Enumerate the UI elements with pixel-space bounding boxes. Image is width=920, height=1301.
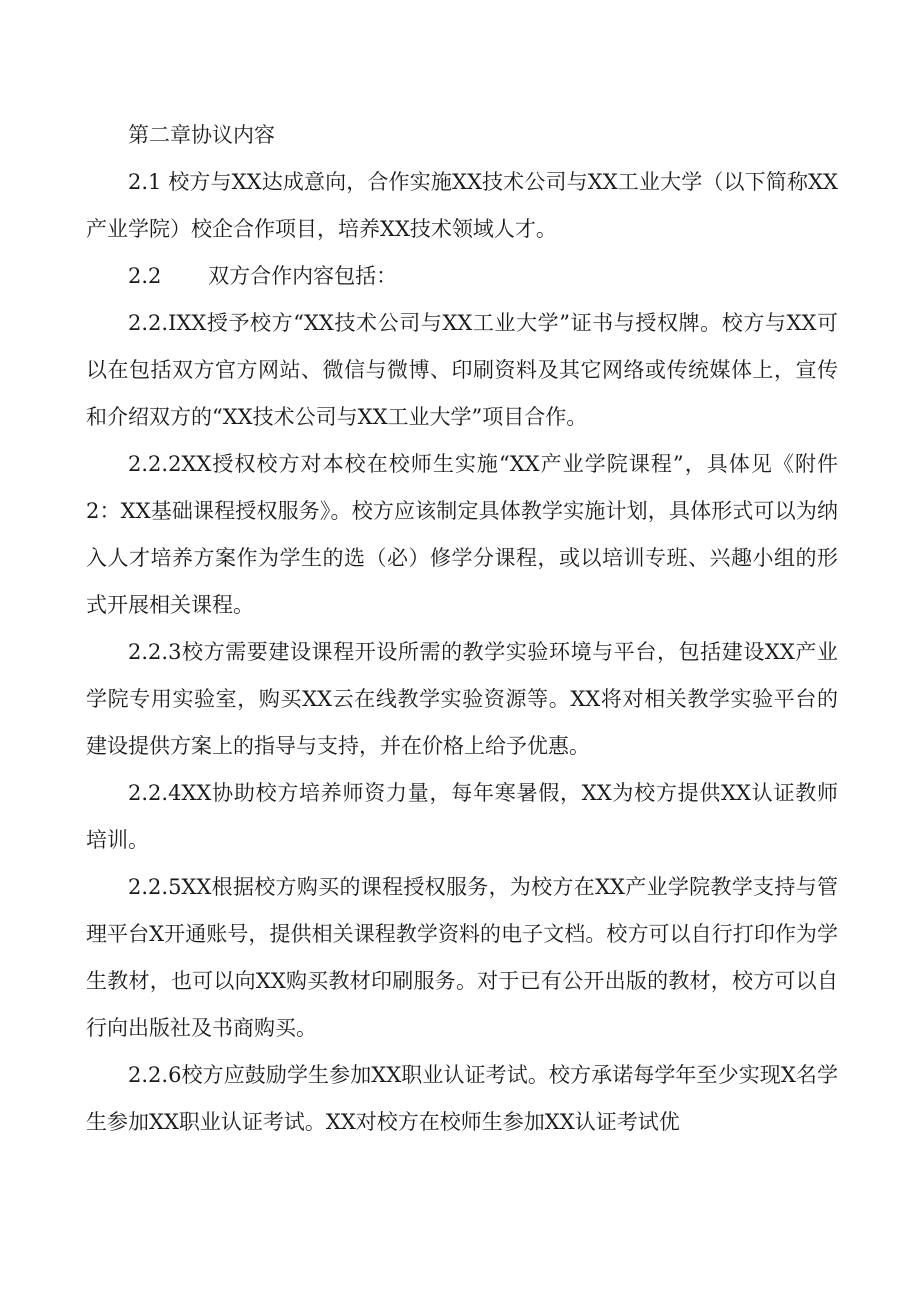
- paragraph-2-2-2: 2.2.2XX授权校方对本校在校师生实施“XX产业学院课程”，具体见《附件2：XX基础课程授权服务》。校方应该制定具体教学实施计划，具体形式可以为纳入人才培养方案作为学生的选（必）修学分课程，或以培训专班、兴趣小组的形式开展相关课程。: [86, 452, 838, 617]
- paragraph-2-2-5: 2.2.5XX根据校方购买的课程授权服务，为校方在XX产业学院教学支持与管理平台X开通账号，提供相关课程教学资料的电子文档。校方可以自行打印作为学生教材，也可以向XX购买教材印刷服务。对于已有公开出版的教材，校方可以自行向出版社及书商购买。: [86, 875, 838, 1040]
- paragraph-2-2-6: 2.2.6校方应鼓励学生参加XX职业认证考试。校方承诺每学年至少实现X名学生参加XX职业认证考试。XX对校方在校师生参加XX认证考试优: [86, 1063, 838, 1134]
- paragraph-2-2: 2.2 双方合作内容包括：: [128, 264, 398, 288]
- paragraph-2-2-1: 2.2.IXX授予校方“XX技术公司与XX工业大学”证书与授权牌。校方与XX可以在包括双方官方网站、微信与微博、印刷资料及其它网络或传统媒体上，宣传和介绍双方的“XX技术公司与XX工业大学”项目合作。: [86, 311, 838, 429]
- paragraph-2-2-3: 2.2.3校方需要建设课程开设所需的教学实验环境与平台，包括建设XX产业学院专用实验室，购买XX云在线教学实验资源等。XX将对相关教学实验平台的建设提供方案上的指导与支持，并在价格上给予优惠。: [86, 640, 838, 758]
- chapter-heading: 第二章协议内容: [128, 123, 275, 147]
- document-body: [86, 112, 838, 1146]
- paragraph-2-2-4: 2.2.4XX协助校方培养师资力量，每年寒暑假，XX为校方提供XX认证教师培训。: [86, 781, 838, 852]
- paragraph-2-1: 2.1 校方与XX达成意向，合作实施XX技术公司与XX工业大学（以下简称XX产业学院）校企合作项目，培养XX技术领域人才。: [86, 170, 838, 241]
